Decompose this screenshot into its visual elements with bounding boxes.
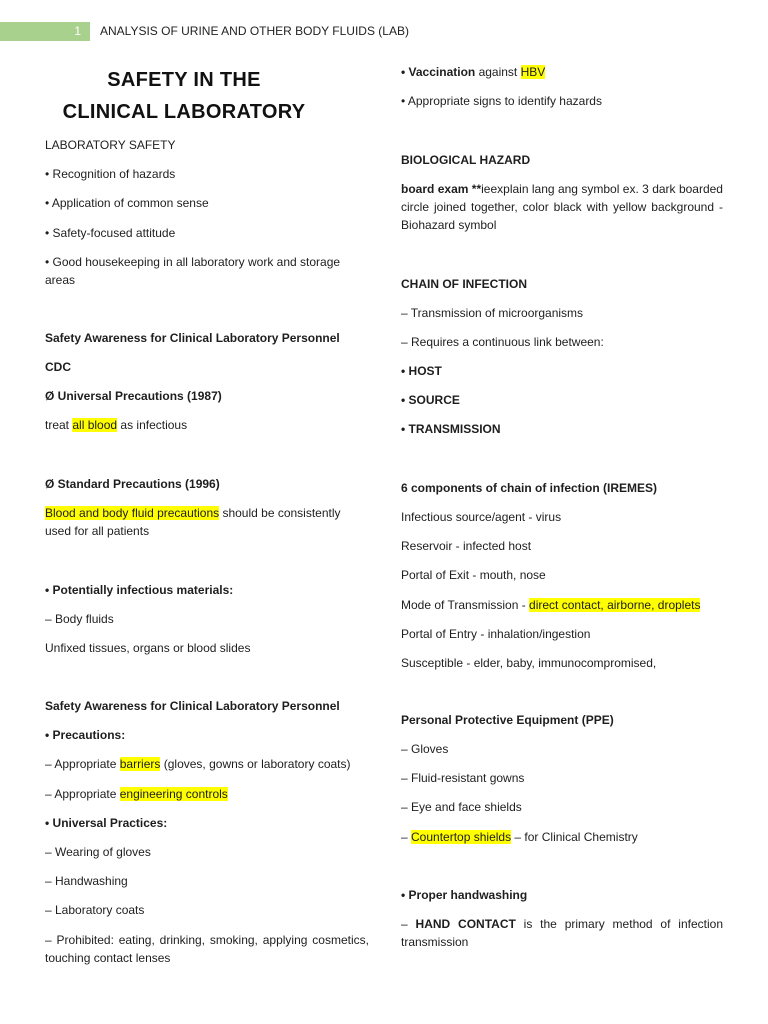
- list-item: Unfixed tissues, organs or blood slides: [45, 641, 251, 655]
- list-item: – Handwashing: [45, 874, 128, 888]
- highlighted-text: barriers: [119, 757, 161, 771]
- document-title: [46, 64, 322, 128]
- text-run: –: [401, 917, 416, 931]
- list-item: • Application of common sense: [45, 196, 209, 210]
- highlighted-text: direct contact, airborne, droplets: [529, 598, 701, 612]
- highlighted-text: all blood: [72, 418, 118, 432]
- section-heading: 6 components of chain of infection (IREMES): [401, 481, 658, 495]
- text-run: – Appropriate: [45, 787, 120, 801]
- text-run: as infectious: [117, 418, 188, 432]
- list-item: – Laboratory coats: [45, 903, 145, 917]
- list-item: • Recognition of hazards: [45, 167, 176, 181]
- text-run: (gloves, gowns or laboratory coats): [160, 757, 351, 771]
- precautions-heading: • Precautions:: [45, 728, 126, 742]
- list-item: [401, 596, 723, 614]
- highlighted-text: engineering controls: [119, 787, 228, 801]
- list-item: Portal of Exit - mouth, nose: [401, 568, 546, 582]
- text-run: HAND CONTACT: [415, 917, 516, 931]
- list-item: • TRANSMISSION: [401, 422, 501, 436]
- list-item: – Eye and face shields: [401, 800, 522, 814]
- list-item: – Body fluids: [45, 612, 114, 626]
- lab-safety-heading: LABORATORY SAFETY: [45, 138, 176, 152]
- list-item: Infectious source/agent - virus: [401, 510, 562, 524]
- list-item: Portal of Entry - inhalation/ingestion: [401, 627, 591, 641]
- title-line-2: CLINICAL LABORATORY: [62, 101, 306, 123]
- text-run: Mode of Transmission -: [401, 598, 530, 612]
- section-heading: Personal Protective Equipment (PPE): [401, 713, 614, 727]
- list-item: Susceptible - elder, baby, immunocompromised,: [401, 656, 657, 670]
- text-run: –: [401, 830, 412, 844]
- vaccination-line: [401, 63, 723, 81]
- hand-contact-line: [401, 915, 723, 951]
- universal-precautions: Ø Universal Precautions (1987): [45, 389, 222, 403]
- list-item: Reservoir - infected host: [401, 539, 532, 553]
- text-run: should be consistently used for all patients: [45, 506, 341, 538]
- signs-line: • Appropriate signs to identify hazards: [401, 94, 602, 108]
- running-title: ANALYSIS OF URINE AND OTHER BODY FLUIDS (LAB): [100, 24, 409, 38]
- text-run: – for Clinical Chemistry: [511, 830, 638, 844]
- text-run: – Appropriate: [45, 757, 120, 771]
- list-item: [401, 828, 723, 846]
- text-run: treat: [45, 418, 73, 432]
- engineering-line: [45, 785, 369, 803]
- standard-precautions: Ø Standard Precautions (1996): [45, 477, 220, 491]
- highlighted-text: HBV: [520, 65, 546, 79]
- section-heading: BIOLOGICAL HAZARD: [401, 153, 531, 167]
- list-item: • SOURCE: [401, 393, 460, 407]
- list-item: – Requires a continuous link between:: [401, 335, 604, 349]
- highlighted-text: Blood and body fluid precautions: [45, 506, 220, 520]
- list-item: – Gloves: [401, 742, 449, 756]
- section-heading: Safety Awareness for Clinical Laboratory Personnel: [45, 699, 340, 713]
- list-item: • Safety-focused attitude: [45, 226, 176, 240]
- blood-precautions-line: [45, 504, 369, 540]
- treat-line: [45, 416, 369, 434]
- highlighted-text: Countertop shields: [411, 830, 512, 844]
- prohibited-line: – Prohibited: eating, drinking, smoking, applying cosmetics, touching contact lenses: [45, 933, 369, 965]
- list-item: – Wearing of gloves: [45, 845, 151, 859]
- list-item: – Fluid-resistant gowns: [401, 771, 525, 785]
- text-run: is the primary method of infection transmission: [401, 917, 723, 949]
- page-number: 1: [0, 22, 90, 41]
- page-header: [0, 22, 768, 41]
- section-heading: • Potentially infectious materials:: [45, 583, 234, 597]
- list-item: • Good housekeeping in all laboratory work and storage areas: [45, 255, 341, 287]
- text-run: against: [475, 65, 521, 79]
- text-run: ieexplain lang ang symbol ex. 3 dark boarded circle joined together, color black with yellow background - Biohazard symbol: [401, 182, 723, 232]
- cdc-label: CDC: [45, 360, 71, 374]
- text-run: board exam **: [401, 182, 482, 196]
- title-line-1: SAFETY IN THE: [107, 69, 261, 91]
- list-item: – Transmission of microorganisms: [401, 306, 584, 320]
- section-heading: Safety Awareness for Clinical Laboratory Personnel: [45, 331, 340, 345]
- list-item: • HOST: [401, 364, 442, 378]
- text-run: • Vaccination: [401, 65, 476, 79]
- section-heading: CHAIN OF INFECTION: [401, 277, 527, 291]
- board-exam-note: [401, 180, 723, 234]
- barriers-line: [45, 755, 369, 773]
- universal-practices-heading: • Universal Practices:: [45, 816, 168, 830]
- section-heading: • Proper handwashing: [401, 888, 528, 902]
